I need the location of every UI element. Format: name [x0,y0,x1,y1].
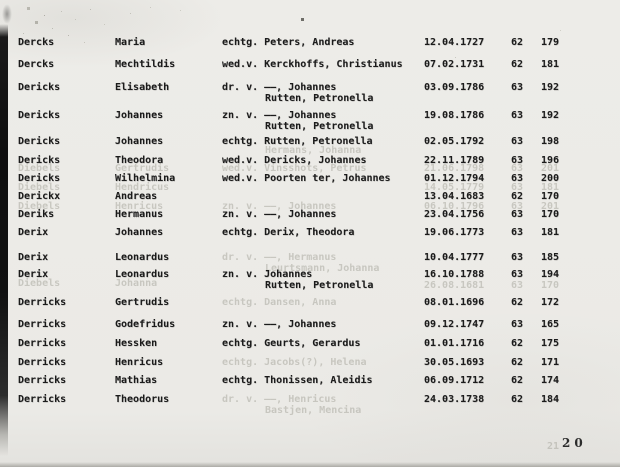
surname-cell: Derix [18,269,49,280]
relation-line1: wed.v. Dericks, Johannes [222,155,367,166]
book-number-cell: 62 [511,37,524,48]
ghost-bleedthrough-text: Bastjen, Mencina [265,405,362,416]
page-ref-cell: 181 [541,227,560,238]
ghost-bleedthrough-text: Leurtsmann, Johanna [265,263,380,274]
date-cell: 16.10.1788 [424,269,485,280]
page-number: 20 [562,436,587,450]
surname-cell: Derickx [18,191,61,202]
page-ref-cell: 174 [541,375,560,386]
relation-line2: Rutten, Petronella [265,121,374,132]
given-name-cell: Theodora [115,155,164,166]
surname-cell: Derricks [18,297,67,308]
surname-cell: Derix [18,227,49,238]
given-name-cell: Johannes [115,227,164,238]
scan-corner-smudge [2,4,12,24]
page-ref-cell: 171 [541,357,560,368]
book-number-cell: 62 [511,375,524,386]
relation-line1: wed.v. Poorten ter, Johannes [222,173,391,184]
page-ref-cell: 181 [541,59,560,70]
record-row [0,37,620,61]
date-cell: 06.09.1712 [424,375,485,386]
ghost-bleedthrough-text: dr. v. ——, Hermanus [222,252,337,263]
given-name-cell: Leonardus [115,252,170,263]
date-cell: 24.03.1738 [424,394,485,405]
date-cell: 01.01.1716 [424,338,485,349]
page-ref-cell: 170 [541,191,560,202]
given-name-cell: Wilhelmina [115,173,176,184]
ghost-bleedthrough-text: 201 [541,163,560,174]
date-cell: 30.05.1693 [424,357,485,368]
page-ref-cell: 194 [541,269,560,280]
surname-cell: Dericks [18,136,61,147]
date-cell: 02.05.1792 [424,136,485,147]
ghost-bleedthrough-text: 201 [541,201,560,212]
surname-cell: Dericks [18,82,61,93]
date-cell: 10.04.1777 [424,252,485,263]
relation-line1: echtg. Derix, Theodora [222,227,355,238]
date-cell: 19.06.1773 [424,227,485,238]
ghost-bleedthrough-text: Henricus [115,201,164,212]
ghost-bleedthrough-text: Hendricus [115,182,170,193]
ghost-bleedthrough-text: Diebels [18,182,61,193]
ghost-bleedthrough-text: 14.05.1779 [424,182,485,193]
book-number-cell: 62 [511,394,524,405]
given-name-cell: Hessken [115,338,158,349]
relation-line1: zn. v. ——, Johannes [222,209,337,220]
page-ref-cell: 196 [541,155,560,166]
book-number-cell: 63 [511,252,524,263]
ghost-bleedthrough-text: Diebels [18,278,61,289]
record-row [0,110,620,134]
date-cell: 13.04.1683 [424,191,485,202]
given-name-cell: Leonardus [115,269,170,280]
surname-cell: Derricks [18,394,67,405]
ghost-bleedthrough-text: Diebels [18,163,61,174]
ghost-bleedthrough-text: Gertrudis [115,163,170,174]
page-ref-cell: 179 [541,37,560,48]
relation-line1: dr. v. ——, Johannes [222,82,337,93]
given-name-cell: Godefridus [115,319,176,330]
book-number-cell: 63 [511,82,524,93]
given-name-cell: Gertrudis [115,297,170,308]
ghost-bleedthrough-text: 170 [541,280,560,291]
given-name-cell: Elisabeth [115,82,170,93]
date-cell: 08.01.1696 [424,297,485,308]
record-row [0,82,620,106]
ghost-bleedthrough-text: echtg. Dansen, Anna [222,297,337,308]
page-ref-cell: 172 [541,297,560,308]
relation-line1: echtg. Rutten, Petronella [222,136,373,147]
record-row [0,394,620,418]
date-cell: 19.08.1786 [424,110,485,121]
ghost-bleedthrough-text: 06.10.1796 [424,201,485,212]
surname-cell: Dericks [18,110,61,121]
date-cell: 07.02.1731 [424,59,485,70]
ghost-bleedthrough-text: Hermans, Johanna [265,145,362,156]
page-ref-cell: 192 [541,82,560,93]
ghost-bleedthrough-text: echtg. Jacobs(?), Helena [222,357,367,368]
relation-line2: Rutten, Petronella [265,93,374,104]
book-number-cell: 63 [511,227,524,238]
relation-line1: zn. v. ——, Johannes [222,110,337,121]
page-ref-cell: 170 [541,209,560,220]
ghost-bleedthrough-text: 21.06.1798 [424,163,485,174]
book-number-cell: 62 [511,338,524,349]
page-ref-cell: 192 [541,110,560,121]
relation-line1: zn. v. Johannes [222,269,313,280]
surname-cell: Derricks [18,375,67,386]
given-name-cell: Hermanus [115,209,164,220]
surname-cell: Dercks [18,59,55,70]
surname-cell: Derricks [18,338,67,349]
surname-cell: Dercks [18,37,55,48]
ghost-bleedthrough-text: 181 [541,182,560,193]
date-cell: 23.04.1756 [424,209,485,220]
surname-cell: Deriks [18,209,55,220]
page-ref-cell: 165 [541,319,560,330]
ghost-bleedthrough-text: 63 [511,163,524,174]
date-cell: 09.12.1747 [424,319,485,330]
page-ref-cell: 184 [541,394,560,405]
ghost-bleedthrough-text: Johanna [115,278,158,289]
ghost-bleedthrough-text: 63 [511,201,524,212]
record-row [0,227,620,251]
given-name-cell: Maria [115,37,146,48]
scan-noise-speckles [0,0,1,1]
page-ref-cell: 200 [541,173,560,184]
given-name-cell: Johannes [115,136,164,147]
relation-line1: zn. v. ——, Johannes [222,319,337,330]
page-ref-cell: 175 [541,338,560,349]
book-number-cell: 63 [511,319,524,330]
surname-cell: Derricks [18,357,67,368]
book-number-cell: 63 [511,155,524,166]
given-name-cell: Johannes [115,110,164,121]
book-number-cell: 62 [511,357,524,368]
given-name-cell: Henricus [115,357,164,368]
surname-cell: Derricks [18,319,67,330]
book-number-cell: 63 [511,136,524,147]
relation-line1: echtg. Thonissen, Aleidis [222,375,373,386]
ghost-bleedthrough-text: 21 [547,441,560,452]
book-number-cell: 62 [511,191,524,202]
date-cell: 03.09.1786 [424,82,485,93]
given-name-cell: Mechtildis [115,59,176,70]
ghost-bleedthrough-text: Diebels [18,201,61,212]
relation-line1: echtg. Geurts, Gerardus [222,338,361,349]
relation-line2: Rutten, Petronella [265,280,374,291]
date-cell: 01.12.1794 [424,173,485,184]
book-number-cell: 63 [511,269,524,280]
given-name-cell: Andreas [115,191,158,202]
date-cell: 12.04.1727 [424,37,485,48]
scan-bottom-edge [0,462,620,467]
surname-cell: Derix [18,252,49,263]
relation-line1: echtg. Peters, Andreas [222,37,355,48]
date-cell: 22.11.1789 [424,155,485,166]
ghost-bleedthrough-text: zn. v. ——, Johannes [222,201,337,212]
ghost-bleedthrough-text: 26.08.1681 [424,280,485,291]
book-number-cell: 63 [511,209,524,220]
record-row [0,269,620,293]
book-number-cell: 62 [511,297,524,308]
given-name-cell: Mathias [115,375,158,386]
book-number-cell: 63 [511,173,524,184]
book-number-cell: 62 [511,59,524,70]
ghost-bleedthrough-text: wed.v. Vinsshots, Petrus [222,163,367,174]
record-row [0,59,620,83]
given-name-cell: Theodorus [115,394,170,405]
book-number-cell: 63 [511,110,524,121]
surname-cell: Dericks [18,155,61,166]
ghost-bleedthrough-text: 63 [511,182,524,193]
surname-cell: Dericks [18,173,61,184]
page-ref-cell: 198 [541,136,560,147]
record-row [0,297,620,321]
ghost-bleedthrough-text: 63 [511,280,524,291]
relation-line1: wed.v. Kerckhoffs, Christianus [222,59,403,70]
ghost-bleedthrough-text: dr. v. ——, Henricus [222,394,337,405]
page-ref-cell: 185 [541,252,560,263]
